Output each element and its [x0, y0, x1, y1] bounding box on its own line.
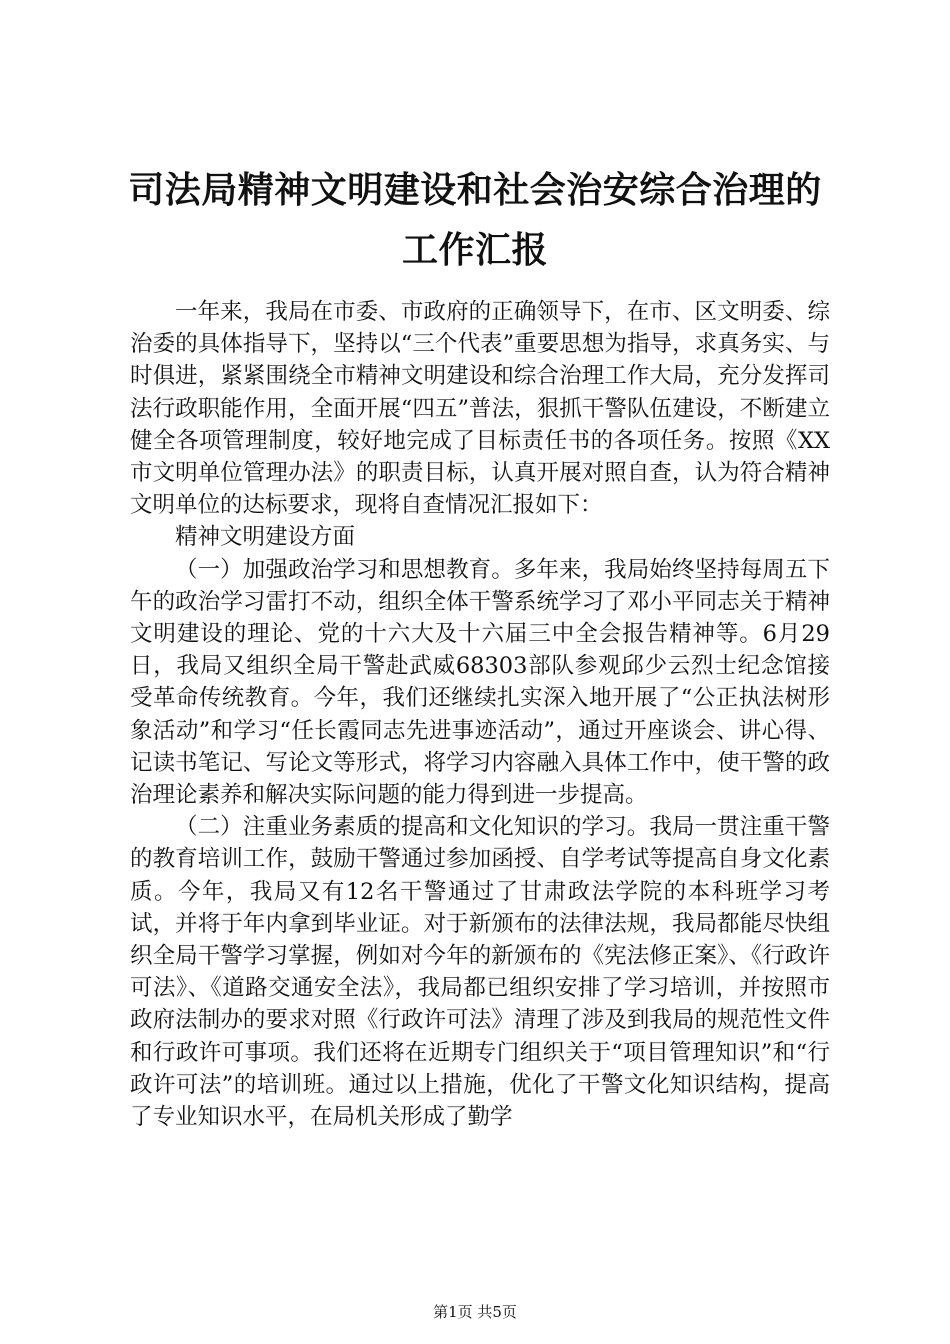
paragraph-professional-study: （二）注重业务素质的提高和文化知识的学习。我局一贯注重干警的教育培训工作，鼓励干警通过参加函授、自学考试等提高自身文化素质。今年，我局又有12名干警通过了甘肃政法学院的本科班学习考试，并将于年内拿到毕业证。对于新颁布的法律法规，我局都能尽快组织全局干警学习掌握，例如对今年的新颁布的《宪法修正案》、《行政许可法》、《道路交通安全法》，我局都已组织安排了学习培训，并按照市政府法制办的要求对照《行政许可法》清理了涉及到我局的规范性文件和行政许可事项。我们还将在近期专门组织关于“项目管理知识”和“行政许可法”的培训班。通过以上措施，优化了干警文化知识结构，提高了专业知识水平，在局机关形成了勤学 — [130, 814, 830, 1131]
document-body — [130, 296, 830, 1133]
intro-paragraph: 一年来，我局在市委、市政府的正确领导下，在市、区文明委、综治委的具体指导下，坚持以“三个代表”重要思想为指导，求真务实、与时俱进，紧紧围绕全市精神文明建设和综合治理工作大局，充分发挥司法行政职能作用，全面开展“四五”普法，狠抓干警队伍建设，不断建立健全各项管理制度，较好地完成了目标责任书的各项任务。按照《XX市文明单位管理办法》的职责目标，认真开展对照自查，认为符合精神文明单位的达标要求，现将自查情况汇报如下： — [130, 299, 830, 519]
paragraph-political-study: （一）加强政治学习和思想教育。多年来，我局始终坚持每周五下午的政治学习雷打不动，组织全体干警系统学习了邓小平同志关于精神文明建设的理论、党的十六大及十六届三中全会报告精神等。6月29日，我局又组织全局干警赴武威68303部队参观邱少云烈士纪念馆接受革命传统教育。今年，我们还继续扎实深入地开展了“公正执法树形象活动”和学习“任长霞同志先进事迹活动”，通过开座谈会、讲心得、记读书笔记、写论文等形式，将学习内容融入具体工作中，使干警的政治理论素养和解决实际问题的能力得到进一步提高。 — [130, 556, 830, 809]
section-heading: 精神文明建设方面 — [175, 524, 356, 551]
page-footer: 第1页 共5页 — [433, 1303, 517, 1321]
document-title: 司法局精神文明建设和社会治安综合治理的工作汇报 — [128, 169, 822, 271]
